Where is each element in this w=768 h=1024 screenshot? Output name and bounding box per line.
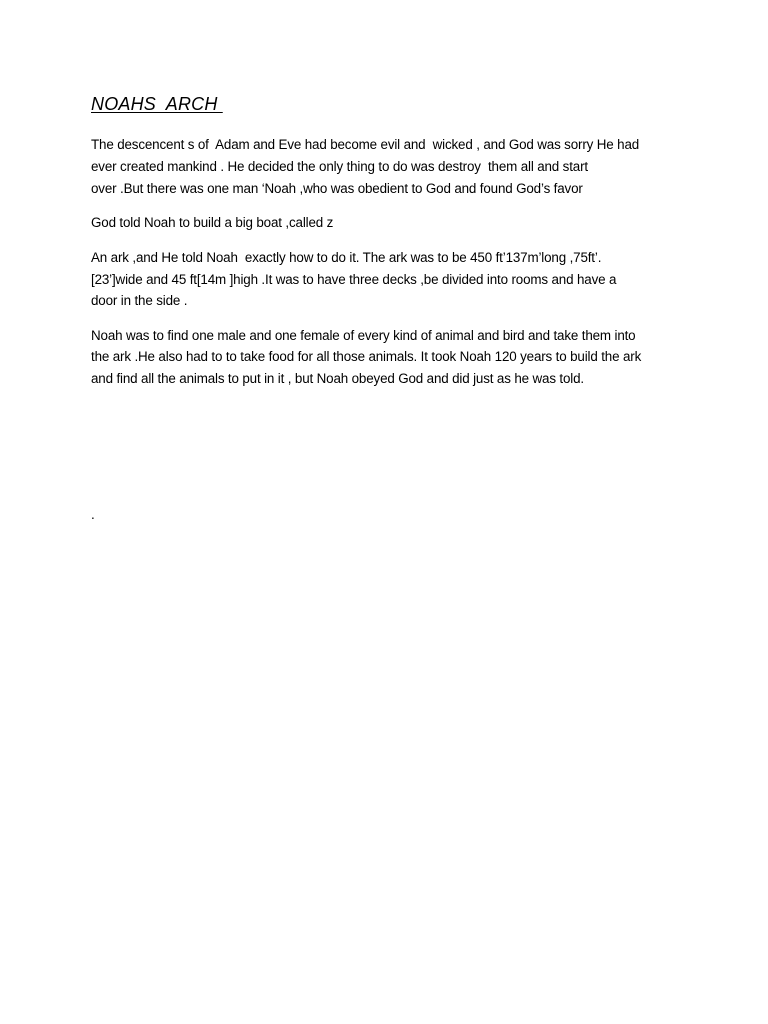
paragraph-line: the ark .He also had to to take food for all those animals. It took Noah 120 years to build the ark [91, 349, 642, 364]
paragraph-line: ever created mankind . He decided the only thing to do was destroy them all and start [91, 159, 588, 174]
paragraph-line: Noah was to find one male and one female of every kind of animal and bird and take them into [91, 328, 636, 343]
paragraph-line: door in the side . [91, 293, 188, 308]
paragraph-line: over .But there was one man ‘Noah ,who was obedient to God and found God’s favor [91, 181, 583, 196]
paragraph-line: The descencent s of Adam and Eve had become evil and wicked , and God was sorry He had [91, 137, 640, 152]
paragraph-line: God told Noah to build a big boat ,called z [91, 215, 334, 230]
paragraph-line: [23’]wide and 45 ft[14m ]high .It was to have three decks ,be divided into rooms and have a [91, 272, 617, 287]
paragraph-line: and find all the animals to put in it , but Noah obeyed God and did just as he was told. [91, 371, 584, 386]
paragraph-line: . [91, 507, 95, 522]
document-title: NOAHS ARCH [91, 94, 223, 114]
paragraph-line: An ark ,and He told Noah exactly how to do it. The ark was to be 450 ft’137m’long ,75ft’. [91, 250, 602, 265]
